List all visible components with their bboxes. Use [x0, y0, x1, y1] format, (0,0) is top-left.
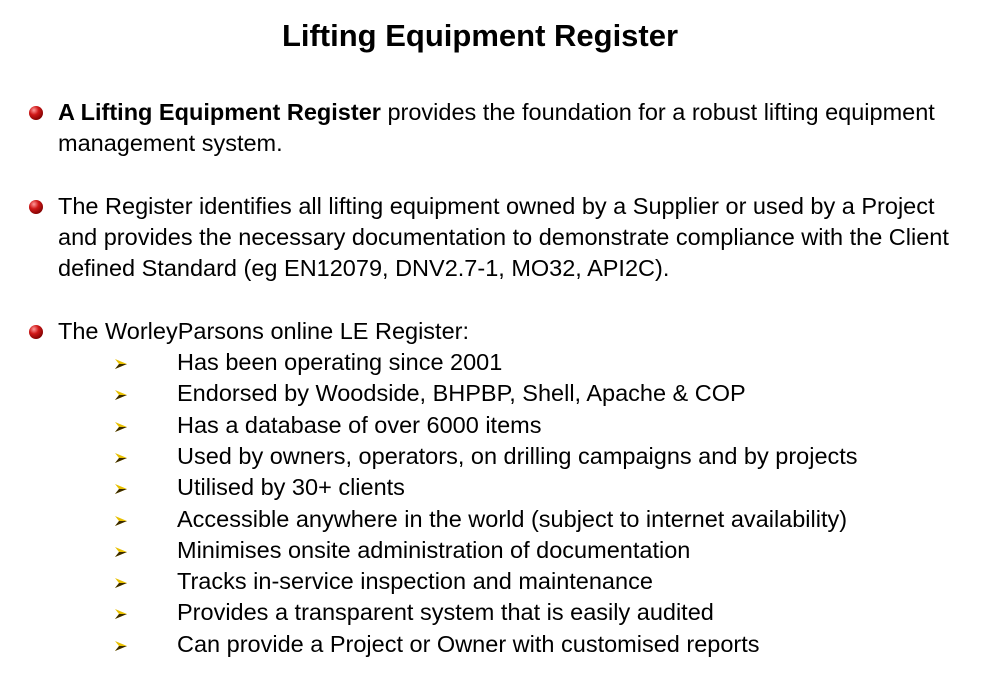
bullet-1-text: provides the foundation for a robust lifting equipment management system.	[58, 99, 935, 156]
red-ball-bullet-icon	[29, 200, 43, 214]
gold-arrow-bullet-icon	[113, 388, 129, 402]
bullet-3: The WorleyParsons online LE Register:	[58, 318, 470, 344]
sub-bullet-item: Can provide a Project or Owner with customised reports	[177, 630, 760, 657]
gold-arrow-bullet-icon	[113, 482, 129, 496]
bullet-2: The Register identifies all lifting equipment owned by a Supplier or used by a Project and provides the necessary documentation to demonstrate compliance with the Client defined Standard (eg EN12079, DNV2.7-1, MO32, API2C).	[58, 193, 949, 281]
red-ball-bullet-icon	[29, 106, 43, 120]
gold-arrow-bullet-icon	[113, 357, 129, 371]
red-ball-bullet-icon	[29, 325, 43, 339]
sub-bullet-item: Has been operating since 2001	[177, 349, 503, 375]
gold-arrow-bullet-icon	[113, 639, 129, 653]
bullet-1	[58, 97, 978, 159]
sub-bullet-item: Tracks in-service inspection and maintenance	[177, 568, 653, 595]
gold-arrow-bullet-icon	[113, 576, 129, 590]
sub-bullet-item: Has a database of over 6000 items	[177, 411, 542, 438]
gold-arrow-bullet-icon	[113, 607, 129, 621]
gold-arrow-bullet-icon	[113, 420, 129, 434]
sub-bullet-item: Accessible anywhere in the world (subject to internet availability)	[177, 505, 848, 532]
gold-arrow-bullet-icon	[113, 514, 129, 528]
sub-bullet-item: Used by owners, operators, on drilling campaigns and by projects	[177, 442, 858, 469]
gold-arrow-bullet-icon	[113, 545, 129, 559]
page-title: Lifting Equipment Register	[281, 18, 679, 53]
gold-arrow-bullet-icon	[113, 451, 129, 465]
sub-bullet-item: Utilised by 30+ clients	[177, 474, 405, 501]
sub-bullet-item: Minimises onsite administration of documentation	[177, 536, 691, 563]
sub-bullet-item: Endorsed by Woodside, BHPBP, Shell, Apache & COP	[177, 380, 746, 407]
sub-bullet-item: Provides a transparent system that is easily audited	[177, 599, 714, 626]
bullet-1-bold: A Lifting Equipment Register	[58, 99, 381, 125]
